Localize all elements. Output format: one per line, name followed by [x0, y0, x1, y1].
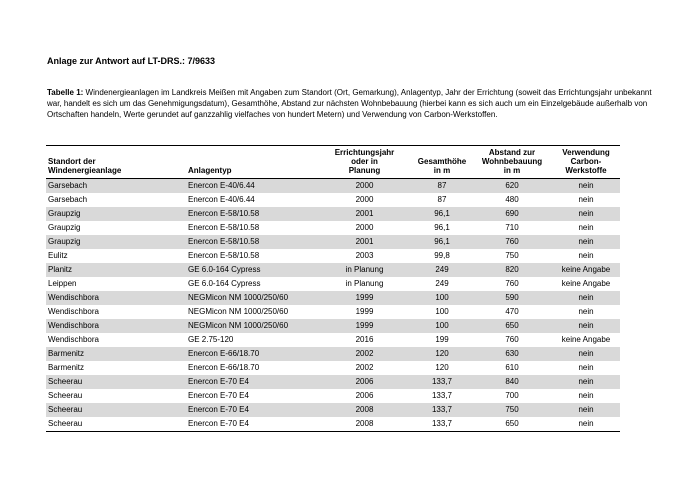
- cell-gesamthoehe: 133,7: [431, 391, 453, 400]
- cell-standort: Eulitz: [48, 251, 68, 260]
- cell-standort: Garsebach: [48, 195, 88, 204]
- cell-errichtungsjahr: 2002: [317, 347, 412, 361]
- cell-abstand: 750: [505, 251, 519, 260]
- cell-carbon: keine Angabe: [552, 263, 620, 277]
- cell-anlagentyp: GE 6.0-164 Cypress: [188, 279, 261, 288]
- table-row: [46, 347, 620, 361]
- wind-turbine-table: [46, 145, 620, 432]
- table-row: [46, 361, 620, 375]
- cell-errichtungsjahr: 2000: [317, 179, 412, 194]
- cell-gesamthoehe: 100: [412, 291, 472, 305]
- cell-standort: Graupzig: [48, 223, 81, 232]
- cell-standort: Scheerau: [46, 417, 186, 432]
- table-row: [46, 291, 620, 305]
- cell-standort: Scheerau: [46, 375, 186, 389]
- cell-abstand: 630: [472, 347, 552, 361]
- cell-gesamthoehe: 199: [435, 335, 449, 344]
- cell-anlagentyp: Enercon E-40/6.44: [186, 179, 317, 194]
- cell-carbon: nein: [578, 391, 594, 400]
- cell-anlagentyp: Enercon E-70 E4: [188, 391, 249, 400]
- cell-carbon: keine Angabe: [561, 279, 611, 288]
- cell-carbon: nein: [552, 291, 620, 305]
- cell-anlagentyp: Enercon E-70 E4: [186, 417, 317, 432]
- cell-gesamthoehe: 99,8: [434, 251, 450, 260]
- cell-anlagentyp: Enercon E-58/10.58: [186, 235, 317, 249]
- cell-errichtungsjahr: 1999: [317, 319, 412, 333]
- cell-carbon: nein: [552, 375, 620, 389]
- table-row: [46, 319, 620, 333]
- cell-errichtungsjahr: in Planung: [317, 263, 412, 277]
- cell-standort: Planitz: [46, 263, 186, 277]
- cell-errichtungsjahr: 2002: [355, 363, 374, 372]
- table-row: [46, 389, 620, 403]
- column-header-standort: Standort der Windenergieanlage: [46, 146, 186, 179]
- cell-gesamthoehe: 87: [412, 179, 472, 194]
- cell-gesamthoehe: 133,7: [412, 403, 472, 417]
- cell-standort: Scheerau: [46, 403, 186, 417]
- table-row: [46, 193, 620, 207]
- cell-errichtungsjahr: 1999: [355, 307, 374, 316]
- cell-abstand: 610: [505, 363, 519, 372]
- cell-standort: Wendischbora: [48, 335, 99, 344]
- cell-anlagentyp: Enercon E-58/10.58: [186, 207, 317, 221]
- table-caption: [47, 87, 659, 120]
- cell-errichtungsjahr: 2001: [317, 207, 412, 221]
- cell-standort: Barmenitz: [48, 363, 85, 372]
- table-row: [46, 263, 620, 277]
- cell-errichtungsjahr: 2006: [355, 391, 374, 400]
- cell-abstand: 820: [472, 263, 552, 277]
- table-header-row: [46, 146, 620, 179]
- cell-anlagentyp: Enercon E-66/18.70: [188, 363, 260, 372]
- cell-carbon: nein: [552, 319, 620, 333]
- cell-standort: Graupzig: [46, 207, 186, 221]
- cell-abstand: 590: [472, 291, 552, 305]
- cell-errichtungsjahr: 1999: [317, 291, 412, 305]
- table-row: [46, 207, 620, 221]
- cell-carbon: nein: [552, 179, 620, 194]
- cell-gesamthoehe: 133,7: [412, 417, 472, 432]
- cell-standort: Wendischbora: [46, 291, 186, 305]
- cell-standort: Wendischbora: [48, 307, 99, 316]
- cell-carbon: nein: [552, 235, 620, 249]
- caption-label: Tabelle 1:: [47, 88, 84, 97]
- table-row: [46, 333, 620, 347]
- table-row: [46, 179, 620, 194]
- cell-gesamthoehe: 96,1: [412, 235, 472, 249]
- cell-errichtungsjahr: 2000: [355, 223, 374, 232]
- cell-anlagentyp: GE 2.75-120: [188, 335, 234, 344]
- cell-standort: Graupzig: [46, 235, 186, 249]
- cell-abstand: 760: [472, 235, 552, 249]
- cell-carbon: nein: [552, 403, 620, 417]
- cell-abstand: 620: [472, 179, 552, 194]
- table-body: [46, 179, 620, 432]
- cell-anlagentyp: Enercon E-40/6.44: [188, 195, 255, 204]
- cell-gesamthoehe: 249: [435, 279, 449, 288]
- cell-errichtungsjahr: 2016: [355, 335, 374, 344]
- cell-errichtungsjahr: 2000: [355, 195, 374, 204]
- cell-abstand: 650: [472, 417, 552, 432]
- column-header-errichtungsjahr: Errichtungsjahr oder in Planung: [317, 146, 412, 179]
- table-row: [46, 417, 620, 432]
- cell-anlagentyp: NEGMicon NM 1000/250/60: [188, 307, 289, 316]
- column-header-carbon: Verwendung Carbon- Werkstoffe: [552, 146, 620, 179]
- table-row: [46, 249, 620, 263]
- column-header-anlagentyp: Anlagentyp: [186, 146, 317, 179]
- cell-errichtungsjahr: in Planung: [345, 279, 384, 288]
- cell-abstand: 760: [505, 335, 519, 344]
- table-row: [46, 375, 620, 389]
- cell-gesamthoehe: 120: [435, 363, 449, 372]
- cell-standort: Scheerau: [48, 391, 83, 400]
- cell-errichtungsjahr: 2001: [317, 235, 412, 249]
- cell-carbon: nein: [578, 307, 594, 316]
- cell-carbon: nein: [552, 207, 620, 221]
- caption-text: Windenergieanlagen im Landkreis Meißen mit Angaben zum Standort (Ort, Gemarkung), Anlagentyp, Jahr der Errichtung (soweit das Errichtungsjahr unbekannt war, handelt es sich um das Genehmigungsdatum), Gesamthöhe, Abstand zur nächsten Wohnbebauung (hierbei kann es sich auch um ein Einzelgebäude außerhalb von Ortschaften handeln, Werte gerundet auf ganzzahlig vielfaches von hundert Metern) und Verwendung von Carbon-Werkstoffen.: [47, 88, 652, 119]
- cell-anlagentyp: NEGMicon NM 1000/250/60: [186, 319, 317, 333]
- cell-gesamthoehe: 87: [437, 195, 447, 204]
- cell-anlagentyp: Enercon E-58/10.58: [188, 251, 260, 260]
- table-row: [46, 403, 620, 417]
- cell-anlagentyp: GE 6.0-164 Cypress: [186, 263, 317, 277]
- cell-abstand: 690: [472, 207, 552, 221]
- cell-carbon: nein: [578, 251, 594, 260]
- cell-standort: Garsebach: [46, 179, 186, 194]
- column-header-gesamthoehe: Gesamthöhe in m: [412, 146, 472, 179]
- cell-anlagentyp: Enercon E-58/10.58: [188, 223, 260, 232]
- cell-errichtungsjahr: 2008: [317, 417, 412, 432]
- cell-carbon: nein: [578, 363, 594, 372]
- table-row: [46, 305, 620, 319]
- cell-abstand: 710: [505, 223, 519, 232]
- cell-gesamthoehe: 96,1: [434, 223, 450, 232]
- table-row: [46, 221, 620, 235]
- cell-anlagentyp: NEGMicon NM 1000/250/60: [186, 291, 317, 305]
- cell-gesamthoehe: 133,7: [412, 375, 472, 389]
- cell-anlagentyp: Enercon E-66/18.70: [186, 347, 317, 361]
- cell-anlagentyp: Enercon E-70 E4: [186, 375, 317, 389]
- cell-abstand: 700: [505, 391, 519, 400]
- column-header-abstand: Abstand zur Wohnbebauung in m: [472, 146, 552, 179]
- cell-carbon: nein: [552, 347, 620, 361]
- cell-errichtungsjahr: 2008: [317, 403, 412, 417]
- cell-carbon: nein: [578, 223, 594, 232]
- cell-carbon: nein: [552, 417, 620, 432]
- cell-abstand: 760: [505, 279, 519, 288]
- cell-anlagentyp: Enercon E-70 E4: [186, 403, 317, 417]
- cell-gesamthoehe: 100: [412, 319, 472, 333]
- cell-errichtungsjahr: 2003: [355, 251, 374, 260]
- cell-abstand: 750: [472, 403, 552, 417]
- table-row: [46, 235, 620, 249]
- cell-standort: Wendischbora: [46, 319, 186, 333]
- cell-abstand: 480: [505, 195, 519, 204]
- cell-gesamthoehe: 96,1: [412, 207, 472, 221]
- cell-gesamthoehe: 249: [412, 263, 472, 277]
- table-row: [46, 277, 620, 291]
- cell-standort: Leippen: [48, 279, 77, 288]
- cell-carbon: nein: [578, 195, 594, 204]
- cell-standort: Barmenitz: [46, 347, 186, 361]
- cell-gesamthoehe: 120: [412, 347, 472, 361]
- cell-abstand: 650: [472, 319, 552, 333]
- cell-carbon: keine Angabe: [561, 335, 611, 344]
- cell-errichtungsjahr: 2006: [317, 375, 412, 389]
- cell-abstand: 470: [505, 307, 519, 316]
- cell-abstand: 840: [472, 375, 552, 389]
- page-heading: Anlage zur Antwort auf LT-DRS.: 7/9633: [47, 56, 216, 66]
- cell-gesamthoehe: 100: [435, 307, 449, 316]
